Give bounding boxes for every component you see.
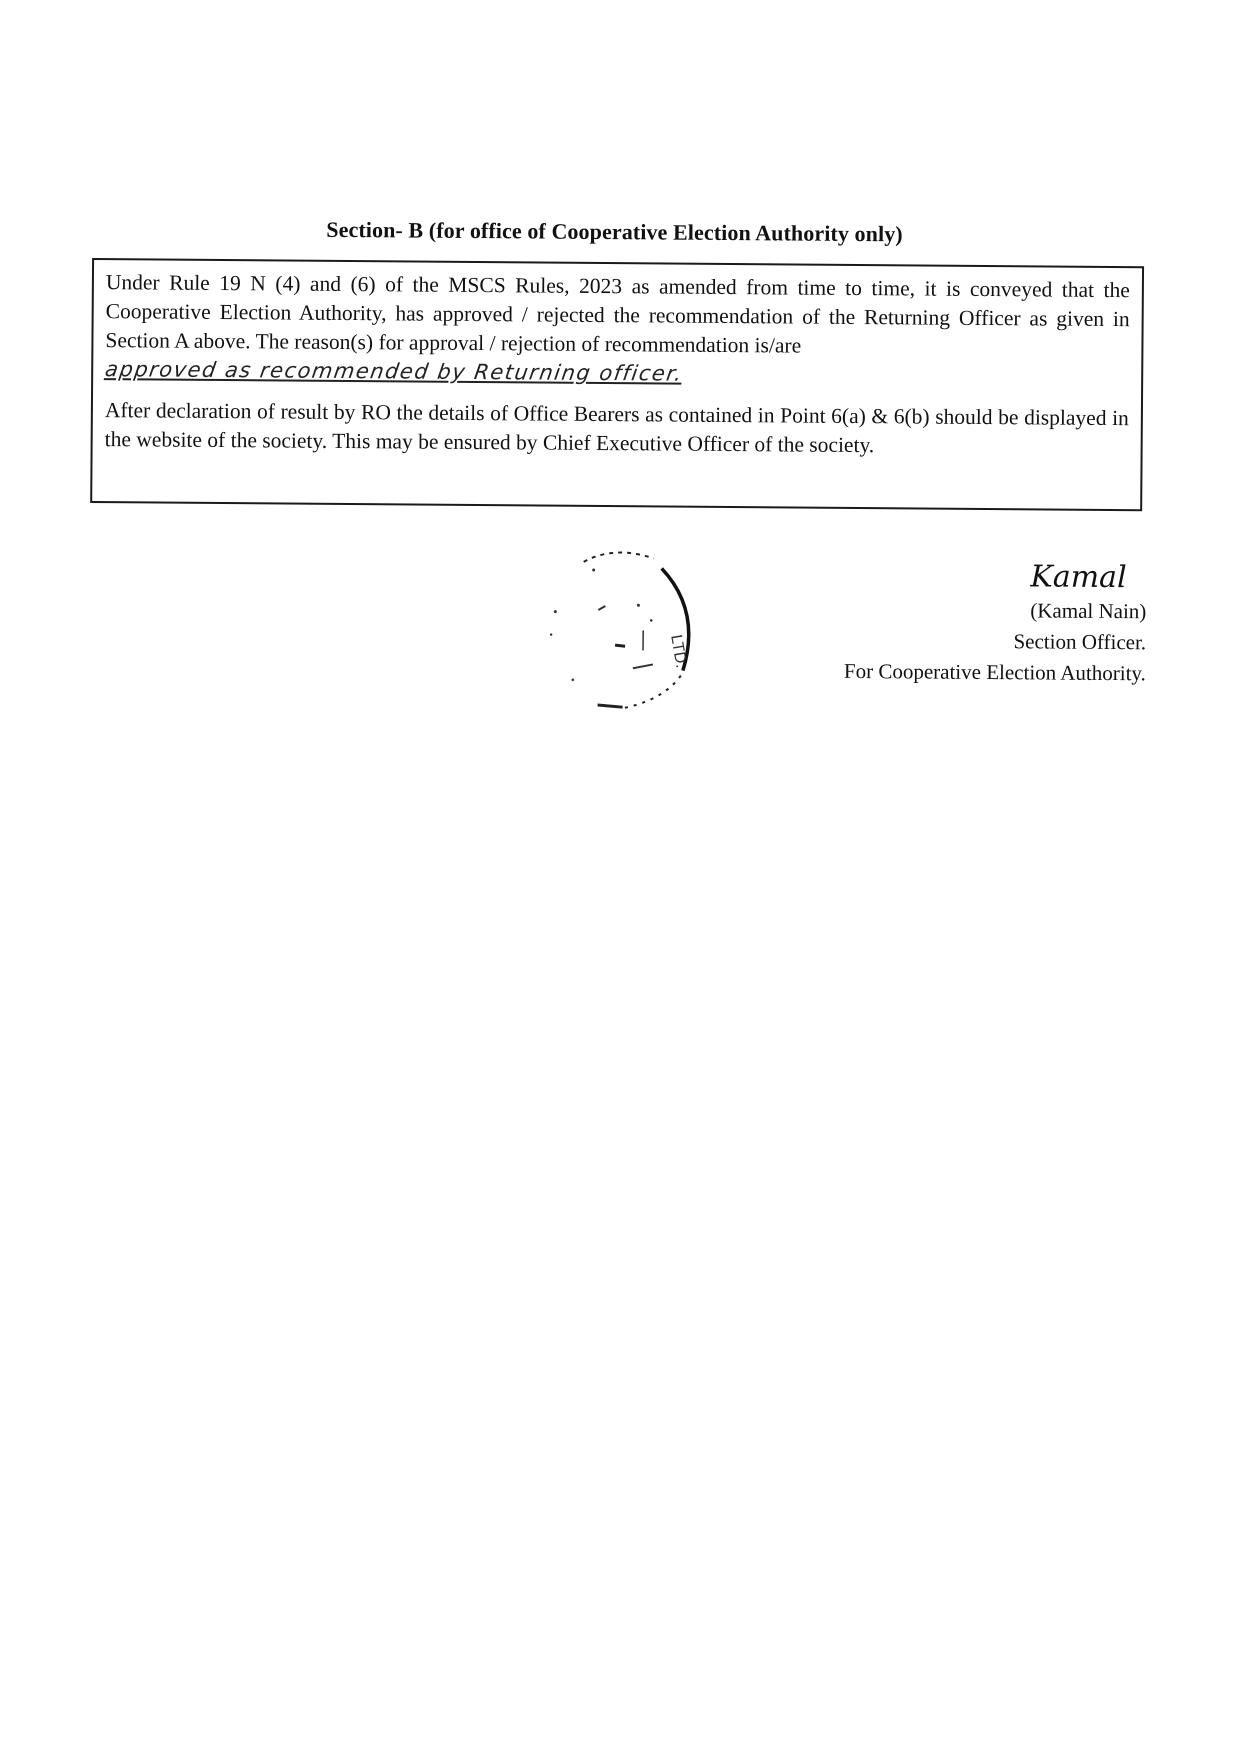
rule-text: Under Rule 19 N (4) and (6) of the MSCS Rules, 2023 as amended from time to time, it is conveyed that the Cooperative Election Authority, has approved / rejected the recommendation of the Returning Officer as given in Section A above. The reason(s) for approval / rejection of recommendation is/are bbox=[105, 270, 1130, 357]
display-instruction-paragraph: After declaration of result by RO the details of Office Bearers as contained in Point 6(a) & 6(b) should be displayed in the website of the society. This may be ensured by Chief Executive Officer of the society. bbox=[105, 396, 1129, 462]
signatory-designation: Section Officer. bbox=[844, 625, 1146, 658]
handwritten-signature: Kamal bbox=[845, 558, 1147, 596]
section-title: Section- B (for office of Cooperative Election Authority only) bbox=[326, 217, 903, 248]
handwritten-reason: approved as recommended by Returning officer. bbox=[103, 355, 685, 389]
signatory-name: (Kamal Nain) bbox=[844, 594, 1146, 627]
rule-paragraph bbox=[105, 268, 1130, 392]
seal-icon bbox=[543, 540, 714, 716]
svg-text:LTD.: LTD. bbox=[667, 633, 689, 669]
approval-box bbox=[90, 258, 1144, 511]
signatory-organization: For Cooperative Election Authority. bbox=[844, 656, 1146, 689]
official-seal-stamp bbox=[543, 540, 714, 716]
signature-block bbox=[844, 558, 1147, 689]
